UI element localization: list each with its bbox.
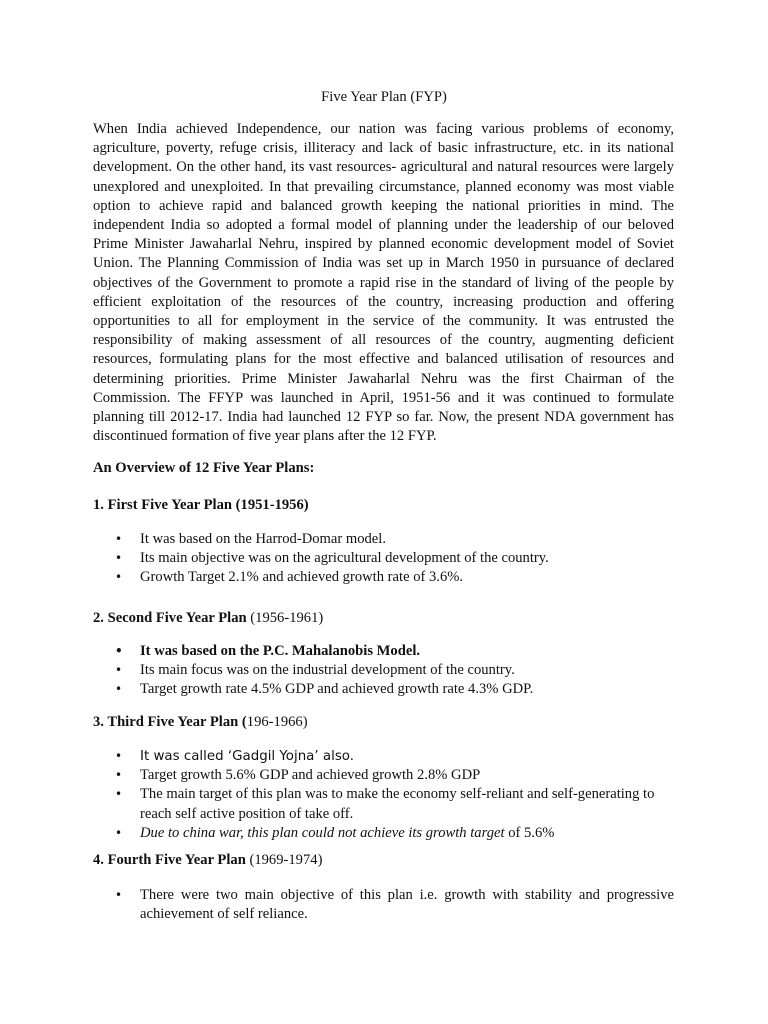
plan-4-bullets — [93, 886, 674, 924]
list-item: • Due to china war, this plan could not achieve its growth target of 5.6% — [93, 824, 674, 843]
plan-1-bullets — [93, 530, 674, 588]
list-item: • It was based on the P.C. Mahalanobis Model. — [93, 642, 674, 661]
list-item: • It was called ‘Gadgil Yojna’ also. — [93, 747, 674, 766]
plan-4-heading-line — [93, 851, 322, 870]
list-item: • It was based on the Harrod-Domar model. — [93, 530, 674, 549]
plan-2-bullets — [93, 642, 674, 700]
overview-heading: An Overview of 12 Five Year Plans: — [93, 460, 315, 476]
plan-4-years: (1969-1974) — [245, 852, 323, 868]
list-item: • The main target of this plan was to make the economy self-reliant and self-generating to reach self active position of take off. — [93, 785, 674, 823]
plan-3-heading: 3. Third Five Year Plan ( — [93, 714, 247, 730]
intro-paragraph: When India achieved Independence, our nation was facing various problems of economy, agriculture, poverty, refuge crisis, illiteracy and lack of basic infrastructure, etc. in its national development. On the other hand, its vast resources- agricultural and natural resources were largely unexplored and unexploited. In that prevailing circumstance, planned economy was most viable option to achieve rapid and balanced growth keeping the national priorities in mind. The independent India so adopted a formal model of planning under the leadership of our beloved Prime Minister Jawaharlal Nehru, inspired by planned economic development model of Soviet Union. The Planning Commission of India was set up in March 1950 in pursuance of declared objectives of the Government to promote a rapid rise in the standard of living of the people by efficient exploitation of the resources of the country, increasing production and offering opportunities to all for employment in the service of the community. It was entrusted the responsibility of making assessment of all resources of the country, augmenting deficient resources, formulating plans for the most effective and balanced utilisation of resources and determining priorities. Prime Minister Jawaharlal Nehru was the first Chairman of the Commission. The FFYP was launched in April, 1951-56 and it was continued to formulate planning till 2012-17. India had launched 12 FYP so far. Now, the present NDA government has discontinued formation of five year plans after the 12 FYP. — [93, 121, 674, 445]
list-item: • Its main objective was on the agricultural development of the country. — [93, 549, 674, 568]
plan-2-heading-line — [93, 609, 323, 628]
list-item: • Target growth 5.6% GDP and achieved growth 2.8% GDP — [93, 766, 674, 785]
plan-3-bullets — [93, 747, 674, 843]
document-title: Five Year Plan (FYP) — [321, 89, 447, 105]
list-item: • Target growth rate 4.5% GDP and achieved growth rate 4.3% GDP. — [93, 680, 674, 699]
plan-2-years: (1956-1961) — [246, 610, 324, 626]
plan-4-heading: 4. Fourth Five Year Plan — [93, 852, 246, 868]
plan-2-heading: 2. Second Five Year Plan — [93, 610, 247, 626]
plan-3-heading-line — [93, 713, 308, 732]
plan-3-years: 196-1966) — [246, 714, 308, 730]
list-item: • Growth Target 2.1% and achieved growth rate of 3.6%. — [93, 568, 674, 587]
plan-1-heading: 1. First Five Year Plan (1951-1956) — [93, 497, 309, 513]
list-item: • There were two main objective of this plan i.e. growth with stability and progressive achievement of self reliance. — [93, 886, 674, 924]
list-item: • Its main focus was on the industrial development of the country. — [93, 661, 674, 680]
